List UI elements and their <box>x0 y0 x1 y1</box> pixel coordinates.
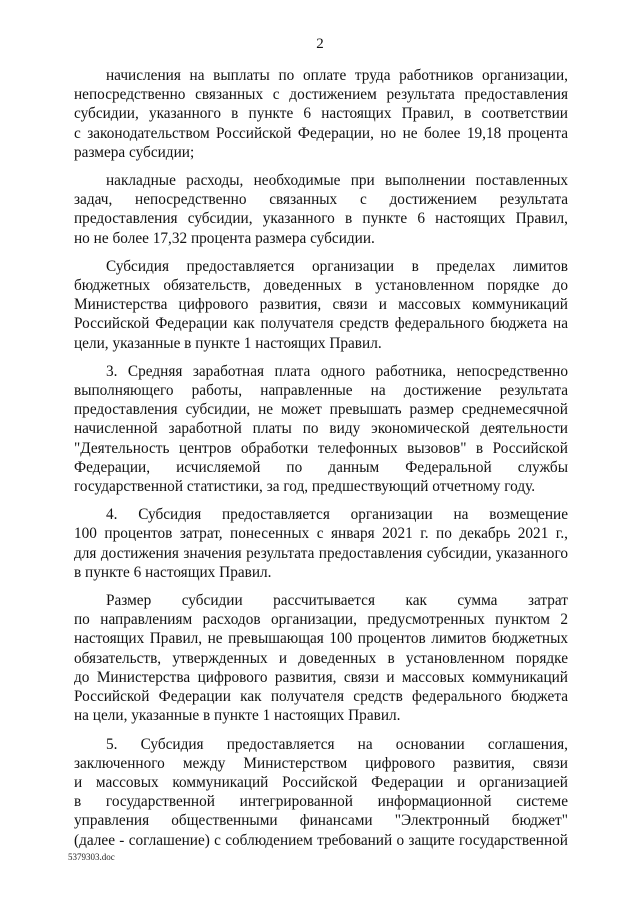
text-line: Министерства цифрового развития, связи и массовых коммуникаций <box>74 296 568 314</box>
page-number: 2 <box>316 36 324 52</box>
text-line: но не более 17,32 процента размера субсидии. <box>74 229 375 247</box>
text-line: размера субсидии; <box>74 143 195 161</box>
paragraph-gap <box>74 353 568 362</box>
text-line: Федерации, исчисляемой по данным Федеральной службы <box>74 458 568 476</box>
text-line: предоставления субсидии, не может превышать размер среднемесячной <box>74 401 568 419</box>
paragraph-gap <box>74 726 568 735</box>
paragraph <box>74 362 568 496</box>
text-line: Размер субсидии рассчитывается как сумма затрат <box>106 592 568 610</box>
text-line: на цели, указанные в пункте 1 настоящих Правил. <box>74 707 401 725</box>
text-line: 4. Субсидия предоставляется организации на возмещение <box>106 506 568 524</box>
text-line: в государственной интегрированной информационной системе <box>74 793 568 811</box>
text-line: цели, указанные в пункте 1 настоящих Правил. <box>74 334 382 352</box>
text-line: Субсидия предоставляется организации в пределах лимитов <box>106 257 568 275</box>
text-line: с законодательством Российской Федерации, но не более 19,18 процента <box>74 124 568 142</box>
paragraph-gap <box>74 248 568 257</box>
text-line: государственной статистики, за год, предшествующий отчетному году. <box>74 478 536 496</box>
document-body <box>74 66 568 850</box>
paragraph-gap <box>74 582 568 591</box>
text-line: заключенного между Министерством цифрового развития, связи <box>74 754 568 772</box>
text-line: в пункте 6 настоящих Правил. <box>74 563 272 581</box>
text-line: накладные расходы, необходимые при выполнении поставленных <box>106 172 568 190</box>
text-line: задач, непосредственно связанных с достижением результата <box>74 191 568 209</box>
text-line: и массовых коммуникаций Российской Федерации и организацией <box>74 773 568 791</box>
paragraph <box>74 257 568 353</box>
text-line: "Деятельность центров обработки телефонных вызовов" в Российской <box>74 439 568 457</box>
text-line: управления общественными финансами "Электронный бюджет" <box>74 812 568 830</box>
paragraph <box>74 591 568 725</box>
text-line: предоставления субсидии, указанного в пункте 6 настоящих Правил, <box>74 210 568 228</box>
paragraph <box>74 735 568 850</box>
paragraph-gap <box>74 162 568 171</box>
text-line: начисления на выплаты по оплате труда работников организации, <box>106 67 568 84</box>
text-line: непосредственно связанных с достижением результата предоставления <box>74 86 568 104</box>
text-line: по направлениям расходов организации, предусмотренных пунктом 2 <box>74 611 568 629</box>
paragraph-gap <box>74 496 568 505</box>
text-line: для достижения значения результата предоставления субсидии, указанного <box>74 544 568 562</box>
text-line: до Министерства цифрового развития, связи и массовых коммуникаций <box>74 668 568 686</box>
text-line: Российской Федерации как получателя средств федерального бюджета на <box>74 315 568 333</box>
footer-doc-code: 5379303.doc <box>68 852 115 862</box>
text-line: бюджетных обязательств, доведенных в установленном порядке до <box>74 277 568 295</box>
text-line: выполняющего работы, направленные на достижение результата <box>74 382 568 400</box>
paragraph <box>74 505 568 582</box>
text-line: субсидии, указанного в пункте 6 настоящих Правил, в соответствии <box>74 105 568 123</box>
text-line: настоящих Правил, не превышающая 100 процентов лимитов бюджетных <box>74 630 568 648</box>
text-line: 100 процентов затрат, понесенных с января 2021 г. по декабрь 2021 г., <box>74 525 568 543</box>
text-line: Российской Федерации как получателя средств федерального бюджета <box>74 688 568 706</box>
paragraph <box>74 171 568 248</box>
text-line: 3. Средняя заработная плата одного работника, непосредственно <box>106 362 568 380</box>
text-line: начисленной заработной платы по виду экономической деятельности <box>74 420 568 438</box>
text-line: (далее - соглашение) с соблюдением требований о защите государственной <box>74 831 568 849</box>
paragraph <box>74 66 568 162</box>
text-line: 5. Субсидия предоставляется на основании соглашения, <box>106 735 568 753</box>
text-line: обязательств, утвержденных и доведенных в установленном порядке <box>74 649 568 667</box>
